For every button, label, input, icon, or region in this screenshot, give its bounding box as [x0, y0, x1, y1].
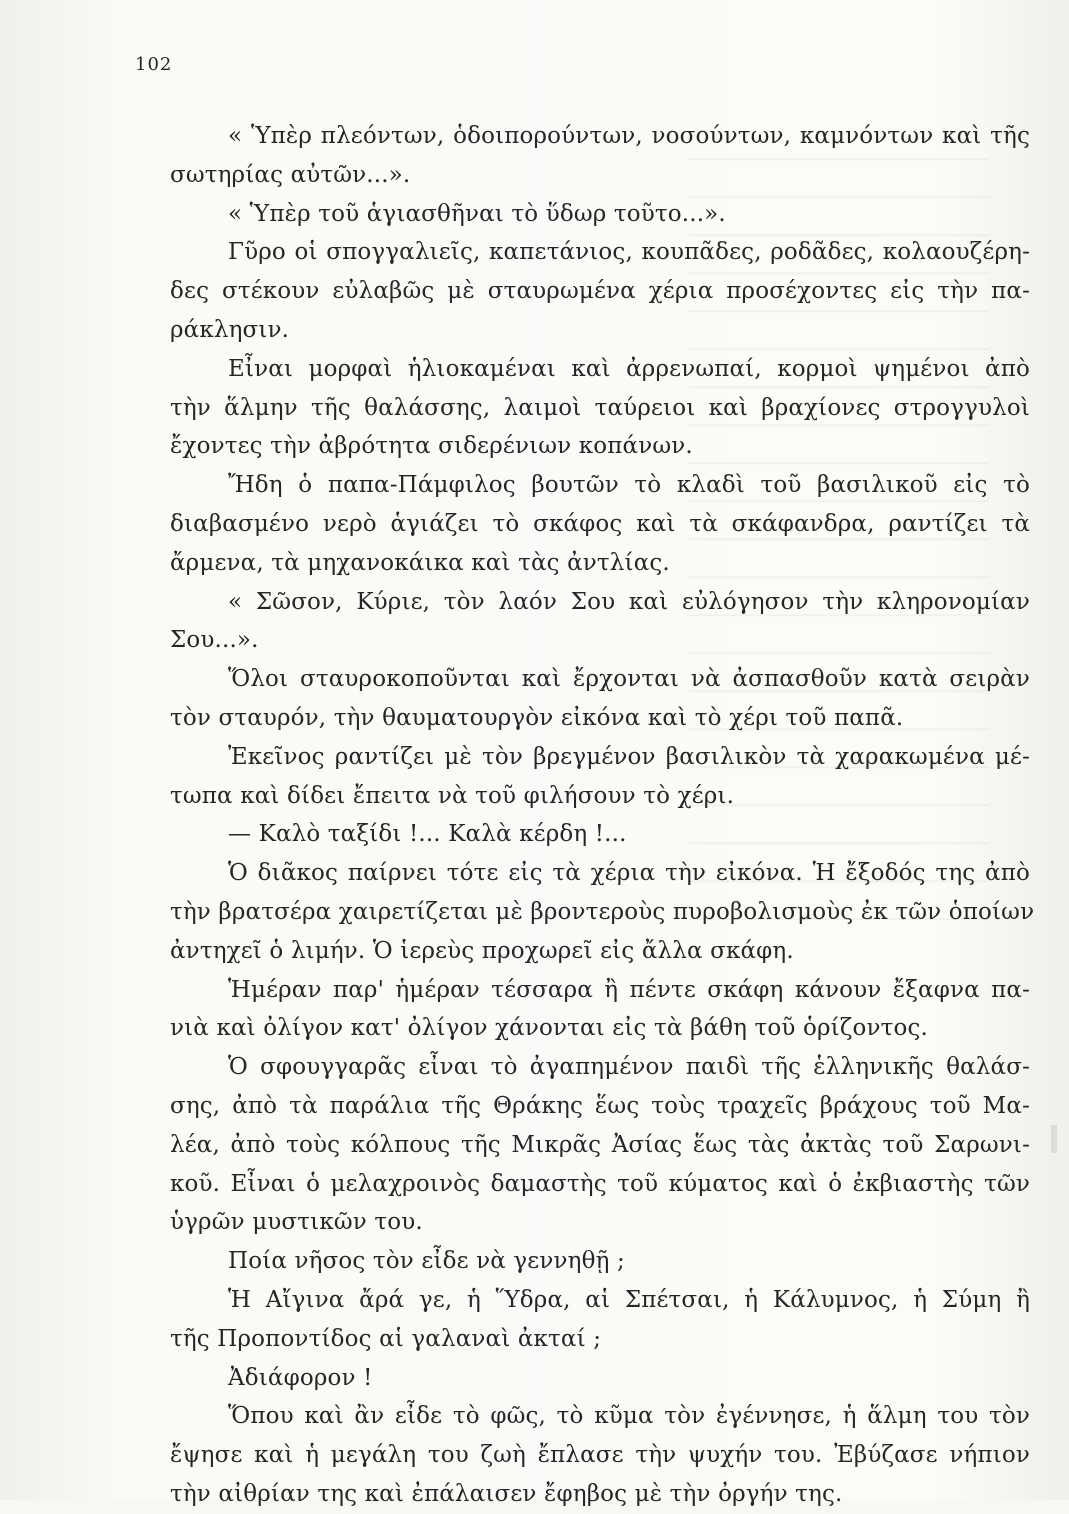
- text-line: λέα, ἀπὸ τοὺς κόλπους τῆς Μικρᾶς Ἀσίας ἕως τὰς ἀκτὰς τοῦ Σαρωνι-: [170, 1131, 1030, 1158]
- text-line: νιὰ καὶ ὀλίγον κατ' ὀλίγον χάνονται εἰς τὰ βάθη τοῦ ὁρίζοντος.: [170, 1015, 928, 1042]
- text-line: ἔχοντες τὴν ἀβρότητα σιδερένιων κοπάνων.: [170, 433, 693, 460]
- text-line: ἔψησε καὶ ἡ μεγάλη του ζωὴ ἔπλασε τὴν ψυχήν του. Ἐβύζασε νήπιον: [170, 1442, 1030, 1469]
- text-line: Ποία νῆσος τὸν εἶδε νὰ γεννηθῇ ;: [228, 1248, 625, 1275]
- text-line: τὴν ἅλμην τῆς θαλάσσης, λαιμοὶ ταύρειοι καὶ βραχίονες στρογγυλοὶ: [170, 394, 1030, 421]
- body-text: [170, 117, 1035, 1514]
- page-edge-mark: [1051, 1125, 1057, 1153]
- page-number: 102: [135, 54, 173, 75]
- text-line: τὴν αἰθρίαν της καὶ ἐπάλαισεν ἔφηβος μὲ τὴν ὀργήν της.: [170, 1480, 843, 1507]
- text-line: τὸν σταυρόν, τὴν θαυματουργὸν εἰκόνα καὶ τὸ χέρι τοῦ παπᾶ.: [170, 704, 904, 731]
- text-line: ἄρμενα, τὰ μηχανοκάικα καὶ τὰς ἀντλίας.: [170, 549, 670, 576]
- text-line: Ὅλοι σταυροκοποῦνται καὶ ἔρχονται νὰ ἀσπασθοῦν κατὰ σειρὰν: [228, 666, 1030, 693]
- text-line: Ἡμέραν παρ' ἡμέραν τέσσαρα ἢ πέντε σκάφη κάνουν ἔξαφνα πα-: [228, 976, 1030, 1003]
- text-line: Ὅπου καὶ ἂν εἶδε τὸ φῶς, τὸ κῦμα τὸν ἐγέννησε, ἡ ἅλμη του τὸν: [228, 1403, 1030, 1430]
- text-line: τὴν βρατσέρα χαιρετίζεται μὲ βροντεροὺς πυροβολισμοὺς ἐκ τῶν ὁποίων: [170, 898, 1035, 925]
- text-line: Ὁ διᾶκος παίρνει τότε εἰς τὰ χέρια τὴν εἰκόνα. Ἡ ἔξοδός της ἀπὸ: [228, 860, 1030, 887]
- text-line: « Ὑπὲρ τοῦ ἁγιασθῆναι τὸ ὕδωρ τοῦτο...».: [228, 200, 726, 227]
- text-line: ἀντηχεῖ ὁ λιμήν. Ὁ ἱερεὺς προχωρεῖ εἰς ἄλλα σκάφη.: [170, 937, 794, 964]
- text-line: σωτηρίας αὐτῶν...».: [170, 161, 411, 188]
- text-line: Ἡ Αἴγινα ἄρά γε, ἡ Ὕδρα, αἱ Σπέτσαι, ἡ Κάλυμνος, ἡ Σύμη ἢ: [228, 1286, 1030, 1313]
- text-line: « Σῶσον, Κύριε, τὸν λαόν Σου καὶ εὐλόγησον τὴν κληρονομίαν: [228, 588, 1030, 615]
- text-line: διαβασμένο νερὸ ἁγιάζει τὸ σκάφος καὶ τὰ σκάφανδρα, ραντίζει τὰ: [170, 510, 1030, 537]
- text-line: τωπα καὶ δίδει ἔπειτα νὰ τοῦ φιλήσουν τὸ χέρι.: [170, 782, 735, 809]
- text-line: σης, ἀπὸ τὰ παράλια τῆς Θράκης ἕως τοὺς τραχεῖς βράχους τοῦ Μα-: [170, 1092, 1030, 1119]
- text-line: Εἶναι μορφαὶ ἡλιοκαμέναι καὶ ἀρρενωπαί, κορμοὶ ψημένοι ἀπὸ: [228, 355, 1030, 382]
- text-line: ὑγρῶν μυστικῶν του.: [170, 1209, 423, 1236]
- text-line: — Καλὸ ταξίδι !... Καλὰ κέρδη !...: [228, 821, 627, 848]
- text-line: Ἤδη ὁ παπα-Πάμφιλος βουτῶν τὸ κλαδὶ τοῦ βασιλικοῦ εἰς τὸ: [228, 472, 1030, 499]
- text-line: Ὁ σφουγγαρᾶς εἶναι τὸ ἀγαπημένον παιδὶ τῆς ἑλληνικῆς θαλάσ-: [228, 1054, 1030, 1081]
- text-line: ράκλησιν.: [170, 316, 290, 343]
- text-line: Ἀδιάφορον !: [228, 1364, 373, 1391]
- text-line: κοῦ. Εἶναι ὁ μελαχροινὸς δαμαστὴς τοῦ κύματος καὶ ὁ ἐκβιαστὴς τῶν: [170, 1170, 1030, 1197]
- text-line: « Ὑπὲρ πλεόντων, ὁδοιπορούντων, νοσούντων, καμνόντων καὶ τῆς: [228, 123, 1030, 149]
- text-line: δες στέκουν εὐλαβῶς μὲ σταυρωμένα χέρια προσέχοντες εἰς τὴν πα-: [170, 278, 1030, 305]
- text-line: Ἐκεῖνος ραντίζει μὲ τὸν βρεγμένον βασιλικὸν τὰ χαρακωμένα μέ-: [228, 743, 1030, 770]
- text-line: Σου...».: [170, 627, 259, 654]
- text-line: τῆς Προποντίδος αἱ γαλαναὶ ἀκταί ;: [170, 1325, 602, 1352]
- text-line: Γῦρο οἱ σπογγαλιεῖς, καπετάνιος, κουπᾶδες, ροδᾶδες, κολαουζέρη-: [228, 239, 1030, 266]
